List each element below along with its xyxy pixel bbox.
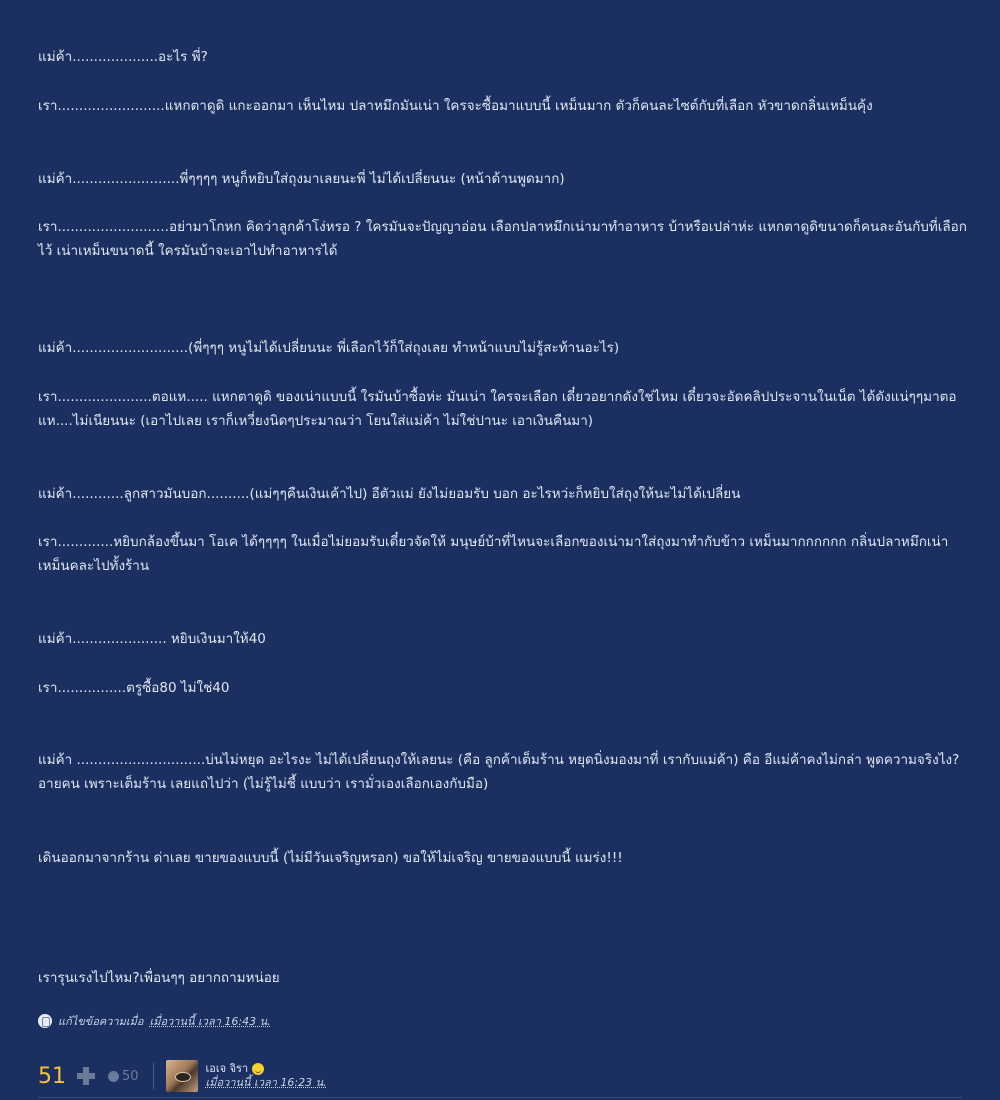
post-paragraph: เรา................ตรูซื้อ80 ไม่ใช่40 [38, 680, 230, 696]
post-paragraph: แม่ค้า...................... หยิบเงินมาให้40 [38, 631, 266, 647]
edit-time-link[interactable]: เมื่อวานนี้ เวลา 16:43 น. [149, 1015, 271, 1028]
post-paragraph: แม่ค้า............ลูกสาวมันบอก..........(แม่ๆๆคืนเงินเค้าไป) อีตัวแม่ ยังไม่ยอมรับ บอก อะไรหว่ะก็หยิบใส่ถุงให้นะไม่ได้เปลี่ยน [38, 486, 741, 502]
post-paragraph: แม่ค้า.........................พี่ๆๆๆๆ หนูก็หยิบใส่ถุงมาเลยนะพี่ ไม่ได้เปลี่ยนนะ (หน้าด้านพูดมาก) [38, 171, 565, 187]
emotion-score[interactable] [108, 1069, 139, 1084]
edit-note [38, 1012, 271, 1030]
post-paragraph: แม่ค้า...........................(พี่ๆๆๆ หนูไม่ได้เปลี่ยนนะ พี่เลือกไว้ก็ใส่ถุงเลย ทำหน้าแบบไม่รู้สะท้านอะไร) [38, 340, 620, 356]
author-name[interactable]: เอเจ จิรา [205, 1062, 249, 1075]
post-paragraph: แม่ค้า ..............................บ่นไม่หยุด อะไรงะ ไม่ได้เปลี่ยนถุงให้เลยนะ (คือ ลูกค้าเต็มร้าน หยุดนิ่งมองมาที่ เรากับแม่ค้า) คือ อีแม่ค้าคงไม่กล่า พูดความจริงไง? อายคน เพราะเต็มร้าน เลยแถไปว่า (ไม่รู้ไม่ชี้ แบบว่า เรามั่วเองเลือกเองกับมือ) [38, 752, 960, 792]
post-time-link[interactable]: เมื่อวานนี้ เวลา 16:23 น. [205, 1076, 327, 1089]
author-name-row [206, 1062, 327, 1076]
emotion-icon [108, 1071, 119, 1082]
post-paragraph: เรา......................ตอแห..... แหกตาดูดิ ของเน่าแบบนี้ ใรมันบ้าซื้อห่ะ มันเน่า ใครจะเลือก เดี๋ยวอยากดังใช่ไหม เดี๋ยวจะอัดคลิปประจานในเน็ต ได้ดังแน่ๆๆมาตอแห....ไม่เนียนนะ (เอาไปเลย เราก็เหวี่ยงนิดๆประมาณว่า โยนใส่แม่ค้า ไม่ใช่ปานะ เอาเงินคืนมา) [38, 389, 957, 429]
post-paragraph: เรารุนเรงไปไหม?เพื่อนๆๆ อยากถามหน่อย [38, 970, 280, 986]
plus-vote-button[interactable] [76, 1066, 96, 1086]
post-paragraph: เรา..........................อย่ามาโกหก คิดว่าลูกค้าโง่หรอ ? ใครมันจะปัญญาอ่อน เลือกปลาหมึกเน่ามาทำอาหาร บ้าหรือเปล่าห่ะ แหกตาดูดิขนาดก็คนละอันกับที่เลือกไว้ เน่าเหม็นขนาดนี้ ใครมันบ้าจะเอาไปทำอาหารได้ [38, 219, 967, 259]
edit-icon [38, 1014, 52, 1028]
edit-note-prefix: แก้ไขข้อความเมื่อ [58, 1015, 144, 1028]
author-info [206, 1062, 327, 1090]
divider [38, 1097, 962, 1098]
post-paragraph: เรา.........................แหกตาดูดิ แกะออกมา เห็นไหม ปลาหมึกมันเน่า ใครจะซื้อมาแบบนี้ เหม็นมาก ตัวก็คนละไซต์กับที่เลือก หัวขาดกลิ่นเหม็นคุ้ง [38, 98, 873, 114]
footer-divider [153, 1063, 154, 1089]
vote-score: 51 [38, 1063, 66, 1089]
post-footer [38, 1056, 968, 1096]
post-paragraph: เดินออกมาจากร้าน ด่าเลย ขายของแบบนี้ (ไม่มีวันเจริญหรอก) ขอให้ไม่เจริญ ขายของแบบนี้ แมร่ง!!! [38, 850, 623, 866]
post-paragraph: แม่ค้า....................อะไร พี่? [38, 49, 208, 65]
emotion-count: 50 [122, 1068, 139, 1084]
avatar[interactable] [166, 1060, 198, 1092]
post-paragraph: เรา.............หยิบกล้องขึ้นมา โอเค ได้ๆๆๆๆ ในเมื่อไม่ยอมรับเดี๋ยวจัดให้ มนุษย์บ้าที่ไหนจะเลือกของเน่ามาใส่ถุงมาทำกับข้าว เหม็นมากกกกกก กลิ่นปลาหมึกเน่าเหม็นคละไปทั้งร้าน [38, 534, 949, 574]
smiley-icon [252, 1063, 264, 1075]
